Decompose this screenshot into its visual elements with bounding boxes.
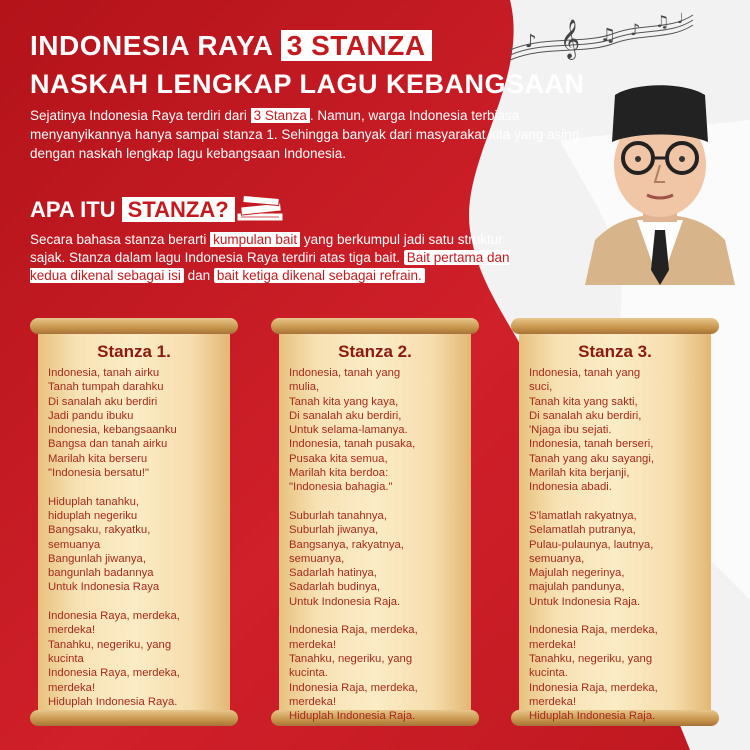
svg-text:♪: ♪ <box>630 20 641 39</box>
stanza-title: Stanza 1. <box>97 342 171 361</box>
scroll-rod-bottom <box>30 710 238 726</box>
stanza-lyrics: Indonesia, tanah yang suci, Tanah kita yang sakti, Di sanalah aku berdiri, 'Njaga ibu sejati. Indonesia, tanah berseri, Tanah yang aku sayangi, Marilah kita berjanji, Indonesia abadi. S'lamatlah rakyatnya, Selamatlah putranya, Pulau-pulaunya, lautnya, semuanya, Majulah negerinya, majulah pandunya, Untuk Indonesia Raja. Indonesia Raja, merdeka, merdeka! Tanahku, negeriku, yang kucinta. Indonesia Raja, merdeka, merdeka! Hiduplah Indonesia Raja. <box>529 367 658 723</box>
stanza-scroll-1 <box>30 318 238 726</box>
intro-text-2: . Namun, warga Indonesia terbiasa menyanyikannya hanya sampai stanza 1. Sehingga banyak dari masyarakat kita yang asing dengan naskah lengkap lagu kebangsaan Indonesia. <box>30 108 580 161</box>
intro-text-1: Sejatinya Indonesia Raya terdiri dari <box>30 108 251 123</box>
section-heading <box>30 197 235 223</box>
stanza-lyrics: Indonesia, tanah yang mulia, Tanah kita yang kaya, Di sanalah aku berdiri, Untuk selama-lamanya. Indonesia, tanah pusaka, Pusaka kita semua, Marilah kita berdoa: "Indonesia bahagia." Suburlah tanahnya, Suburlah jiwanya, Bangsanya, rakyatnya, semuanya, Sadarlah hatinya, Sadarlah budinya, Untuk Indonesia Raja. Indonesia Raja, merdeka, merdeka! Tanahku, negeriku, yang kucinta. Indonesia Raja, merdeka, merdeka! Hiduplah Indonesia Raja. <box>289 367 418 723</box>
scroll-rod-top <box>271 318 479 334</box>
intro-paragraph <box>30 106 590 163</box>
definition-paragraph <box>30 231 510 285</box>
title-highlight: 3 STANZA <box>281 30 432 61</box>
scroll-rod-top <box>30 318 238 334</box>
definition-text-3: dan <box>183 268 214 283</box>
definition-highlight-3: bait ketiga dikenal sebagai refrain. <box>214 268 425 283</box>
stanza-scroll-3 <box>511 318 719 726</box>
books-icon <box>233 193 288 225</box>
stanza-title: Stanza 3. <box>578 342 652 361</box>
stanza-scroll-2 <box>271 318 479 726</box>
section-heading-prefix: APA ITU <box>30 197 122 222</box>
section-heading-highlight: STANZA? <box>122 197 235 222</box>
title-line2: NASKAH LENGKAP LAGU KEBANGSAAN <box>30 69 585 99</box>
svg-text:𝄞: 𝄞 <box>560 19 581 59</box>
definition-highlight-1: kumpulan bait <box>210 232 300 247</box>
stanza-title: Stanza 2. <box>338 342 412 361</box>
title-line1: INDONESIA RAYA <box>30 30 281 61</box>
stanza-lyrics: Indonesia, tanah airku Tanah tumpah darahku Di sanalah aku berdiri Jadi pandu ibuku Indonesia, kebangsaanku Bangsa dan tanah airku Marilah kita berseru "Indonesia bersatu!" Hiduplah tanahku, hiduplah negeriku Bangsaku, rakyatku, semuanya Bangunlah jiwanya, bangunlah badannya Untuk Indonesia Raya Indonesia Raya, merdeka, merdeka! Tanahku, negeriku, yang kucinta Indonesia Raya, merdeka, merdeka! Hiduplah Indonesia Raya. <box>48 367 180 708</box>
definition-text-2: yang berkumpul jadi satu struktur sajak. Stanza dalam lagu Indonesia Raya terdiri atas tiga bait. <box>30 232 503 265</box>
svg-text:♫: ♫ <box>600 25 617 46</box>
scroll-rod-top <box>511 318 719 334</box>
svg-text:♪: ♪ <box>525 31 537 52</box>
portrait-illustration <box>575 70 745 285</box>
svg-text:♫: ♫ <box>655 12 670 31</box>
definition-text-1: Secara bahasa stanza berarti <box>30 232 211 247</box>
page-title <box>30 30 585 100</box>
intro-highlight: 3 Stanza <box>251 108 310 123</box>
svg-text:♩: ♩ <box>677 11 684 27</box>
definition-highlight-2: Bait pertama dan kedua dikenal sebagai isi <box>30 250 510 283</box>
